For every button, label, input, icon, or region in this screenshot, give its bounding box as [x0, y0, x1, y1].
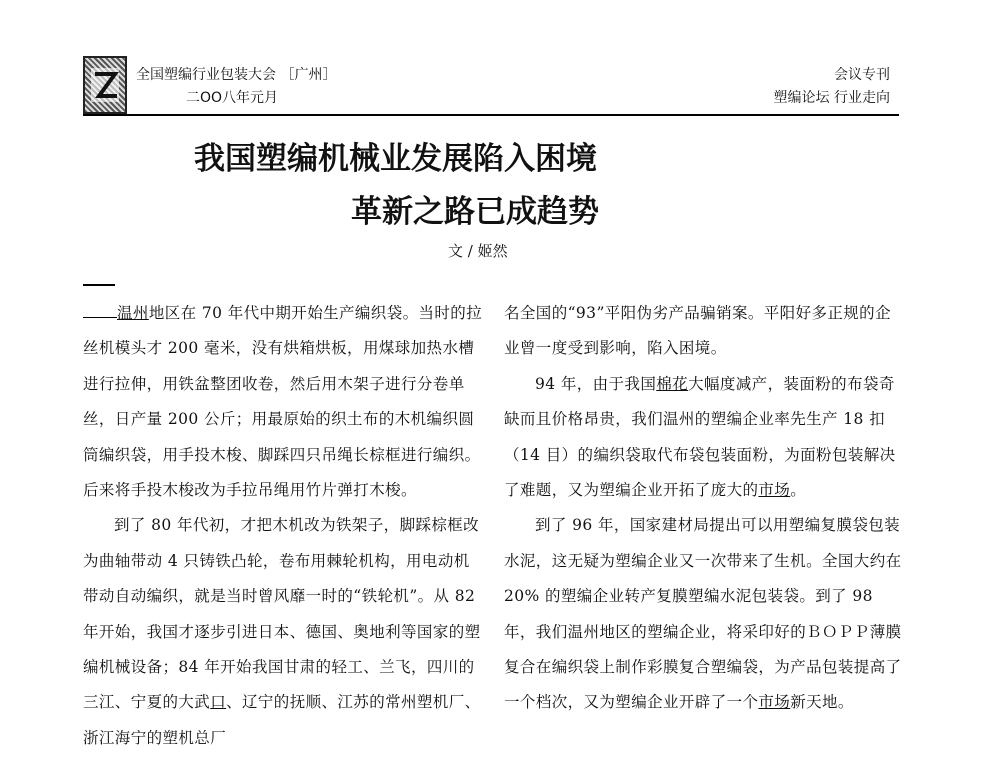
conference-header — [136, 64, 336, 110]
issue-header — [774, 64, 890, 110]
logo-mark-icon — [85, 58, 125, 112]
market-link[interactable]: 市场 — [758, 481, 791, 500]
article-title-line-1: 我国塑编机械业发展陷入困境 — [194, 141, 597, 177]
right-column — [504, 296, 904, 721]
paragraph-text: 大幅度减产，装面粉的布袋奇缺而且价格昂贵，我们温州的塑编企业率先生产 18 扣（14 目）的编织袋取代布袋包装面粉，为面粉包装解决了难题，又为塑编企业开拓了庞大的 — [504, 374, 896, 500]
organizer-logo — [83, 56, 127, 114]
paragraph — [504, 367, 904, 509]
paragraph-text: 。 — [790, 481, 807, 500]
column-start-rule — [83, 284, 115, 286]
section-labels: 塑编论坛 行业走向 — [773, 90, 890, 106]
paragraph-text: 94 年，由于我国 — [535, 374, 657, 393]
conference-city: ［广州］ — [280, 67, 337, 83]
paragraph-text: 到了 80 年代初，才把木机改为铁架子，脚踩棕框改为曲轴带动 4 只铸铁凸轮，卷布用棘轮机构，用电动机带动自动编织，就是当时曾风靡一时的“铁轮机”。从 82 年开始，我国才逐步引进日本、德国、奥地利等国家的塑编机械设备；84 年开始我国甘肃的轻工、兰飞，四川的三江、宁夏的大武 — [83, 516, 481, 712]
conference-name: 全国塑编行业包装大会 — [136, 67, 276, 83]
left-column — [83, 296, 483, 756]
paragraph — [83, 296, 483, 508]
article-title-line-2: 革新之路已成趋势 — [351, 194, 599, 230]
paragraph-text: 地区在 70 年代中期开始生产编织袋。当时的拉丝机模头才 200 毫米，没有烘箱烘板，用煤球加热水槽进行拉伸，用铁盆整团收卷，然后用木架子进行分卷单丝，日产量 200 公斤；用最原始的织土布的木机编织圆筒编织袋，用手投木梭、脚踩四只吊绳长棕框进行编织。后来将手投木梭改为手拉吊绳用竹片弹打木梭。 — [83, 304, 483, 500]
header-rule — [83, 114, 899, 116]
paragraph — [83, 508, 483, 756]
market-link[interactable]: 市场 — [758, 693, 791, 712]
paragraph-text: 新天地。 — [790, 693, 854, 712]
indent-blank — [83, 303, 117, 318]
place-link[interactable]: 温州 — [117, 304, 149, 322]
conference-date: 二OO八年元月 — [186, 90, 279, 106]
paragraph-text: 到了 96 年，国家建材局提出可以用塑编复膜袋包装水泥，这无疑为塑编企业又一次带来了生机。全国大约在 20% 的塑编企业转产复膜塑编水泥包装袋。到了 98 年，我们温州地区的塑编企业，将采印好的ＢＯＰＰ薄膜复合在编织袋上制作彩膜复合塑编袋，为产品包装提高了一个档次，又为塑编企业开辟了一个 — [504, 516, 902, 712]
paragraph: 名全国的“93”平阳伪劣产品骗销案。平阳好多正规的企业曾一度受到影响，陷入困境。 — [504, 304, 891, 358]
article-author: 文 / 姬然 — [448, 242, 508, 260]
paragraph — [504, 508, 904, 720]
paragraph-text: 、辽宁的抚顺、江苏的常州塑机厂、浙江海宁的塑机总厂 — [83, 693, 481, 747]
issue-label: 会议专刊 — [834, 67, 890, 83]
place-link[interactable]: 口 — [210, 693, 227, 712]
cotton-link[interactable]: 棉花 — [656, 374, 689, 393]
